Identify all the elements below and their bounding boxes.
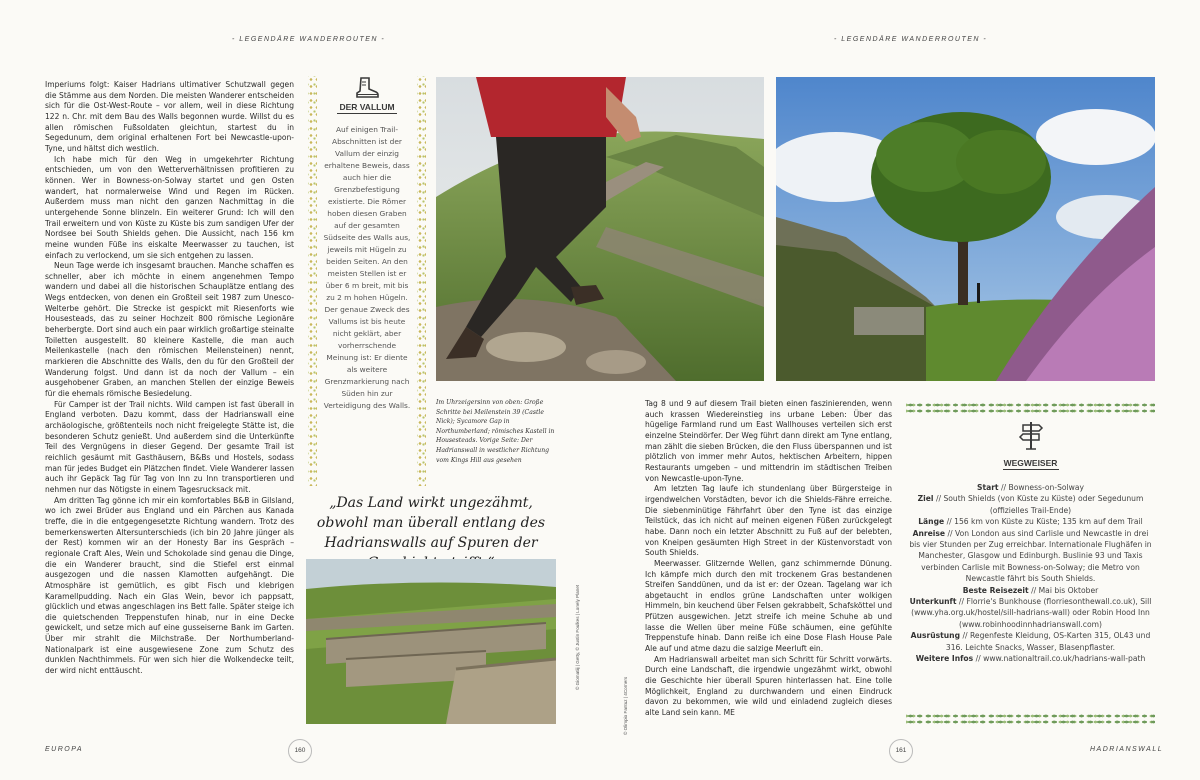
info-row — [906, 482, 1155, 493]
signpost-icon — [906, 420, 1155, 450]
paragraph: Ich habe mich für den Weg in umgekehrter Richtung entschieden, um von den Wetterverhältnissen profitieren zu können. Wer in Bowness-on-Solway startet und gen Osten wandert, hat normalerweise Wind und Regen im Rücken. Außerdem muss man nicht den ganzen Nachmittag in die untergehende Sonne blinzeln. Ein weiterer Grund: Ich will den Trail erweitern und von Küste zu Küste bis zum sandigen Ufer der Nordsee bei South Shields gehen. Die Aussicht, nach 156 km meine wunden Füße ins eiskalte Meerwasser zu tauchen, ist einfach zu verlockend, um sie sich entgehen zu lassen. — [45, 154, 294, 260]
info-row — [906, 653, 1155, 664]
info-row — [906, 630, 1155, 653]
sidebar-text: Auf einigen Trail-Abschnitten ist der Vallum der einzig erhaltene Beweis, dass auch hier die Grenzbefestigung existierte. Die Römer hoben diesen Graben auf der gesamten Südseite des Walls aus, jeweils mit Hügeln zu beiden Seiten. An den meisten Stellen ist er über 6 m breit, mit bis zu 2 m hohen Hügeln. Der genaue Zweck des Vallums ist bis heute nicht geklärt, aber vorherrschende Meinung ist: Er diente als weitere Grenzmarkierung nach Süden hin zur Verteidigung des Walls. — [323, 125, 411, 410]
info-row — [906, 493, 1155, 516]
info-row — [906, 596, 1155, 630]
info-value: // South Shields (von Küste zu Küste) oder Segedunum (offizielles Trail-Ende) — [935, 494, 1144, 515]
info-key: Ziel — [917, 494, 934, 504]
wegweiser-list — [906, 482, 1155, 665]
sidebar-title: DER VALLUM — [337, 102, 397, 114]
info-key: Unterkunft — [909, 597, 957, 607]
pull-quote: „Das Land wirkt ungezähmt, obwohl man überall entlang des Hadrianswalls auf Spuren der — [316, 495, 546, 551]
info-value: // 156 km von Küste zu Küste; 135 km auf dem Trail — [946, 517, 1143, 527]
info-row — [906, 528, 1155, 585]
paragraph: Imperiums folgt: Kaiser Hadrians ultimativer Schutzwall gegen die Stämme aus dem Norden. Die meisten Wanderer entscheiden sich für die Ost-West-Route – vor allem, weil in diese Richtung 122 n. Chr. mit dem Bau des Walls begonnen wurde. Willst du es allen römischen Fußsoldaten gleichtun, startest du in Segedunum, dem original erhaltenen Fort bei Newcastle-upon-Tyne, und hältst dich westlich. — [45, 80, 294, 153]
page-number-right: 161 — [889, 739, 913, 763]
photo-housesteads-fort — [306, 559, 556, 724]
info-value: // Florrie's Bunkhouse (florriesonthewall.co.uk), Sill (www.yha.org.uk/hostel/sill-hadrians-wall) oder Robin Hood Inn (www.robinhoodinnhadrianswall.com) — [911, 597, 1152, 629]
wegweiser-title: WEGWEISER — [1003, 458, 1058, 468]
info-value: // www.nationaltrail.co.uk/hadrians-wall-path — [975, 654, 1146, 664]
paragraph: Meerwasser. Glitzernde Wellen, ganz schimmernde Dünung. Ich kämpfe mich durch den mit trockenem Gras bestandenen Streifen Sanddünen, und da ist er: der Ozean. Tagelang war ich abgetaucht in endlos grüne Landschaften unter wolkigen Himmeln, bin keuchend über Felsen gekrabbelt, Schafsköttel und Pfützen ausgewichen. Jetzt streife ich meine Schuhe ab und lasse die Wellen über meine Füße schäumen, eine gefühlte Treppenstufe hinab. Dann reiße ich eine Dose Flash House Pale Ale auf und atme dazu die salzige Meerluft ein. — [645, 558, 892, 654]
paragraph: Am Hadrianswall arbeitet man sich Schritt für Schritt vorwärts. Durch eine Landschaft, die irgendwie ungezähmt wirkt, obwohl die Geschichte hier überall Spuren hinterlassen hat. Eine tolle Möglichkeit, England zu durchwandern und einen Eindruck davon zu bekommen, wie wild und einladend zugleich dieses alte Land sein kann. ME — [645, 654, 892, 718]
footer-section-right: HADRIANSWALL — [1090, 746, 1164, 753]
paragraph: Am letzten Tag laufe ich stundenlang über Bürgersteige in irgendwelchen Vorstädten, bevor ich die Shields-Fähre erreiche. Die siebenminütige Fährfahrt über den Tyne ist das einzige Teilstück, das ich nicht auf meinen eigenen Füßen zurückgelegt habe. Dann noch ein letzter Abschnitt zu Fuß auf der belebten, von Kneipen gesäumten High Street in der Küstenvorstadt von South Shields. — [645, 484, 892, 558]
decorative-border — [417, 76, 426, 486]
decorative-vine — [906, 713, 1155, 725]
info-key: Start — [976, 483, 999, 492]
info-key: Länge — [918, 517, 945, 527]
info-value: // Regenfeste Kleidung, OS-Karten 315, OL43 und 316. Leichte Snacks, Wasser, Blasenpflaster. — [945, 631, 1151, 652]
decorative-border — [308, 76, 317, 486]
paragraph: Für Camper ist der Trail nichts. Wild campen ist fast überall in England verboten. Dazu kommt, dass der Hadrianswall eine archäologische, größtenteils noch nicht freigelegte Stätte ist, die besonderen Schutz genießt. Und außerdem sind die Unterkünfte Teil des Vergnügens in dieser Gegend. Der gesamte Trail ist reichlich gesäumt mit Gasthäusern, B&Bs und Hostels, sodass man für jedes Budget ein Plätzchen findet. Viele Wanderer lassen auch ihr Gepäck Tag für Tag von Inn zu Inn transportieren und nehmen nur das Nötigste in einem Tagesrucksack mit. — [45, 399, 294, 494]
info-row — [906, 516, 1155, 527]
photo-credit: © Olimpio Fantuz | 4Corners — [623, 676, 628, 735]
info-key: Weitere Infos — [915, 654, 974, 664]
paragraph: Tag 8 und 9 auf diesem Trail bieten einen faszinierenden, wenn auch krassen Wiedereinstieg ins urbane Leben: Über das hügelige Farmland rund um East Wallhouses verteilen sich erst einzelne Steindörfer. Der Weg führt dann direkt am Tyne entlang, man zählt die sieben Brücken, die den Fluss überspannen und ist plötzlich von immer mehr Autos, hektischen Arbeitern, hippen Restaurants umgeben – und mittendrin im städtischen Treiben von Newcastle-upon-Tyne. — [645, 399, 892, 483]
hiking-boot-icon — [322, 76, 412, 102]
info-key: Anreise — [912, 528, 946, 538]
info-row — [906, 585, 1155, 596]
photo-sycamore-gap — [776, 77, 1155, 381]
info-value: // Mai bis Oktober — [1031, 585, 1099, 595]
info-key: Beste Reisezeit — [962, 585, 1029, 595]
photo-walker-castle-nick — [436, 77, 764, 381]
info-value: // Bowness-on-Solway — [1001, 483, 1085, 492]
photo-caption: Im Uhrzeigersinn von oben: Große Schritte bei Meilenstein 39 (Castle Nick); Sycamore Gap in Northumberland; römisches Kastell in Housesteads. Vorige Seite: Der Hadrianswall in westlicher Richtung vom Kings Hill aus gesehen — [436, 399, 555, 464]
wegweiser-box — [906, 420, 1155, 665]
photo-credit: © Giomatiij | Getty, © Justin Foulkes | Lonely Planet — [575, 584, 580, 690]
footer-section-left: EUROPA — [45, 746, 84, 753]
paragraph: Am dritten Tag gönne ich mir ein komfortables B&B in Gilsland, wo ich zwei Brüder aus England und ein Pärchen aus Kanada treffe, die in die entgegengesetzte Richtung wandern. Trotz des bemerkenswerten Altersunterschieds (ich bin 20 Jahre jünger als der Rest) kommen wir an der Honesty Bar ins Gespräch – regionale Craft Ales, Wein und Schokolade sind genau die Dinge, die ein Wanderer braucht, sind die Stiefel erst einmal ausgezogen und die nassen Klamotten aufgehängt. Die Atmosphäre ist gemütlich, es gibt Fisch und klebrigen Karamellpudding. Nach ein Glas Wein, bevor ich pappsatt, glücklich und etwas angeschlagen ins Bett falle. Später steige ich die quietschenden Treppenstufen hinab, nur in eine Decke gewickelt, und setze mich auf eine gusseiserne Bank im Garten. Über mir strahlt die Milchstraße. Der Northumberland-Nationalpark ist eine ausgewiesene Zone zum Schutz des dunklen Nachthimmels. Für wen sich hier die Wolkendecke teilt, der wird nicht enttäuscht. — [45, 495, 294, 676]
info-value: // Von London aus sind Carlisle und Newcastle in drei bis vier Stunden per Zug erreichbar. Internationale Flughäfen in Manchester, Glasgow und Edinburgh. Buslinie 93 und Taxis verbinden Carlisle mit Bowness-on-Solway; die Metro von Newcastle fährt bis South Shields. — [909, 528, 1152, 584]
decorative-vine — [906, 402, 1155, 414]
paragraph: Neun Tage werde ich insgesamt brauchen. Manche schaffen es schneller, aber ich möchte in einem angenehmen Tempo wandern und dabei all die historischen Schauplätze entlang des Wegs entdecken, von denen ein Großteil seit 1987 zum Unesco-Welterbe gehört. Die Strecke ist gespickt mit Riesenforts wie Housesteads, das zu seiner Hochzeit 800 römische Legionäre beherbergte. Dort sind auch ein paar wirklich großartige steinalte Toiletten ausgestellt. 80 kleinere Kastelle, die man auch Meilenkastelle (nach den römischen Meilensteinen) nennt, markieren die Abschnitte des Walls, den du für den Großteil der Wanderung folgst. Und dann ist da noch der Vallum – ein ausgehobener Graben, an manchen Stellen der einzige Beweis für die ehemals römische Besiedelung. — [45, 261, 294, 399]
vallum-sidebar — [308, 76, 426, 486]
running-header-left: - LEGENDÄRE WANDERROUTEN - — [232, 36, 386, 43]
body-column-left — [45, 80, 294, 730]
running-header-right: - LEGENDÄRE WANDERROUTEN - — [834, 36, 988, 43]
page-number-left: 160 — [288, 739, 312, 763]
info-key: Ausrüstung — [910, 631, 961, 641]
body-column-right — [645, 399, 892, 729]
